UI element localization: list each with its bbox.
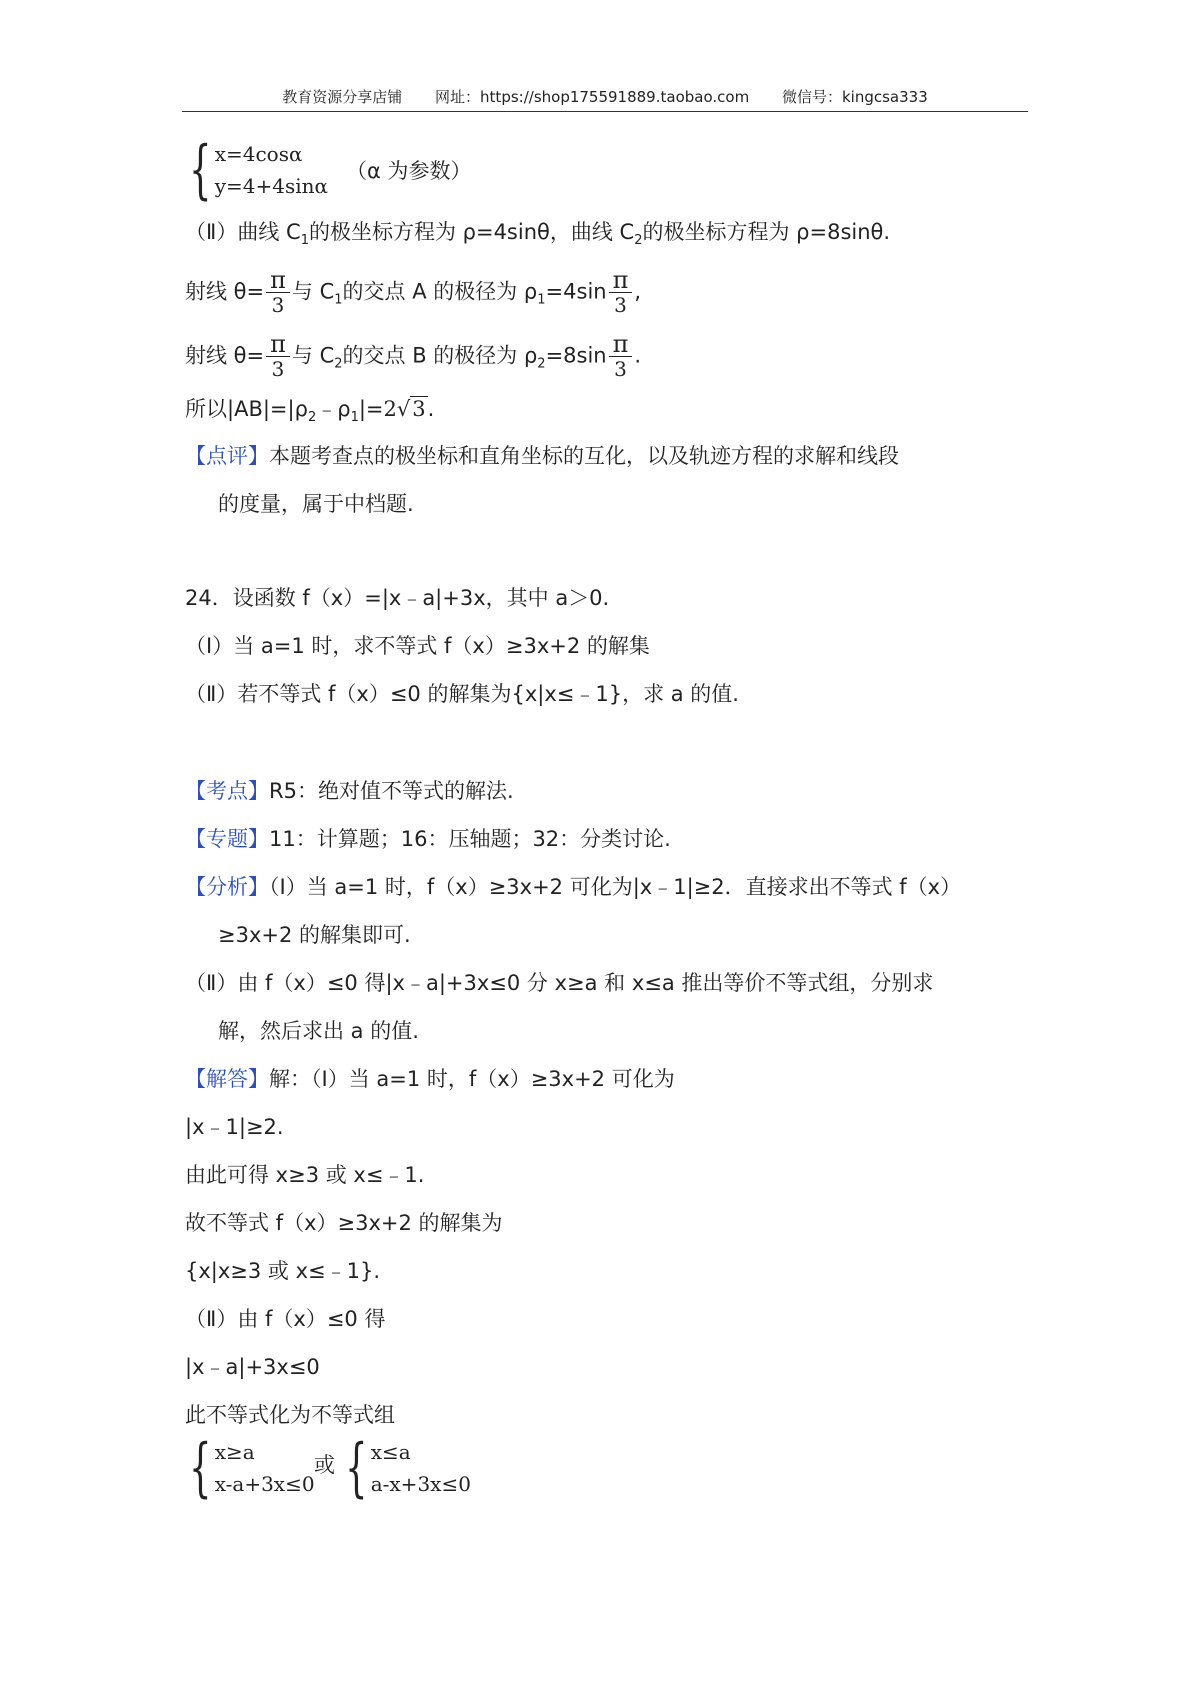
jieda-line-4: 故不等式 f（x）≥3x+2 的解集为 bbox=[185, 1211, 503, 1235]
fenxi-line-2: ≥3x+2 的解集即可. bbox=[218, 923, 411, 947]
text-ray-a-1: 射线 θ= bbox=[185, 279, 265, 304]
text-ray-b-5: . bbox=[634, 343, 642, 368]
ray-b-line bbox=[185, 332, 641, 381]
text-ray-b-4: =8sin bbox=[545, 343, 607, 368]
text-ray-a-4: =4sin bbox=[545, 279, 607, 304]
sys-b-row-1: x≤a bbox=[370, 1440, 411, 1464]
fenxi-line-3: （Ⅱ）由 f（x）≤0 得|x﹣a|+3x≤0 分 x≥a 和 x≤a 推出等价不等式组，分别求 bbox=[185, 971, 934, 995]
zhuanti-line bbox=[185, 824, 671, 854]
frac-num: π bbox=[266, 332, 290, 357]
frac-den: 3 bbox=[271, 293, 285, 317]
jieda-line-8: 此不等式化为不等式组 bbox=[185, 1403, 395, 1427]
fraction-pi-over-3 bbox=[609, 268, 633, 317]
zhuanti-label: 【专题】 bbox=[185, 827, 269, 851]
text-ray-a-3: 的交点 A 的极径为 ρ bbox=[342, 279, 538, 304]
jieda-label: 【解答】 bbox=[185, 1067, 269, 1091]
kaodian-label: 【考点】 bbox=[185, 779, 269, 803]
text-part2-a: （Ⅱ）曲线 C bbox=[185, 220, 301, 244]
q24-part2: （Ⅱ）若不等式 f（x）≤0 的解集为{x|x≤﹣1}，求 a 的值. bbox=[185, 682, 739, 706]
sqrt-coef: 2 bbox=[383, 397, 397, 421]
fraction-pi-over-3 bbox=[266, 268, 290, 317]
header-divider bbox=[182, 111, 1028, 112]
text-ray-b-1: 射线 θ= bbox=[185, 343, 265, 368]
sqrt-radicand: 3 bbox=[412, 397, 426, 421]
sys-a-row-1: x≥a bbox=[214, 1440, 255, 1464]
frac-den: 3 bbox=[271, 357, 285, 381]
jieda-line-2: |x﹣1|≥2. bbox=[185, 1115, 284, 1139]
param-system bbox=[180, 133, 472, 207]
kaodian-line bbox=[185, 776, 514, 806]
left-brace: { bbox=[189, 1431, 212, 1505]
sub-1: 1 bbox=[300, 233, 309, 249]
text-ab-end: . bbox=[427, 397, 435, 421]
sub-1: 1 bbox=[334, 292, 343, 308]
two-root-three: 2√3 bbox=[383, 397, 426, 421]
header-site: 网址：https://shop175591889.taobao.com bbox=[435, 88, 750, 106]
jieda-line-3: 由此可得 x≥3 或 x≤﹣1. bbox=[185, 1163, 425, 1187]
q24-stem: 24．设函数 f（x）=|x﹣a|+3x，其中 a＞0. bbox=[185, 586, 610, 610]
jieda-line-6: （Ⅱ）由 f（x）≤0 得 bbox=[185, 1307, 386, 1331]
text-ray-a-5: , bbox=[634, 279, 642, 304]
param-row-y: y=4+4sinα bbox=[214, 174, 329, 198]
inequality-system-b bbox=[336, 1431, 471, 1505]
sub-2: 2 bbox=[334, 356, 343, 372]
param-row-x: x=4cosα bbox=[214, 142, 303, 166]
ray-a-line bbox=[185, 268, 641, 317]
text-ray-b-2: 与 C bbox=[291, 343, 335, 368]
left-brace: { bbox=[189, 133, 212, 207]
sub-2: 2 bbox=[634, 233, 643, 249]
text-ab-3: |= bbox=[358, 397, 384, 421]
sys-b-row-2: a-x+3x≤0 bbox=[370, 1472, 471, 1496]
frac-num: π bbox=[609, 268, 633, 293]
comment-line-2: 的度量，属于中档题. bbox=[218, 492, 414, 516]
text-ab-2: ﹣ρ bbox=[316, 397, 351, 421]
sub-1: 1 bbox=[537, 292, 546, 308]
frac-den: 3 bbox=[614, 293, 627, 317]
fenxi-label: 【分析】 bbox=[185, 875, 269, 899]
zhuanti-text: 11：计算题；16：压轴题；32：分类讨论. bbox=[269, 827, 671, 851]
text-ab-1: 所以|AB|=|ρ bbox=[185, 397, 308, 421]
text-ray-b-3: 的交点 B 的极径为 ρ bbox=[342, 343, 538, 368]
jieda-text-1: 解：（Ⅰ）当 a=1 时，f（x）≥3x+2 可化为 bbox=[269, 1067, 675, 1091]
sub-2: 2 bbox=[307, 410, 317, 426]
page-header bbox=[182, 86, 1028, 107]
jieda-line-7: |x﹣a|+3x≤0 bbox=[185, 1355, 320, 1379]
frac-num: π bbox=[609, 332, 633, 357]
frac-num: π bbox=[266, 268, 290, 293]
left-brace: { bbox=[345, 1431, 368, 1505]
comment-label: 【点评】 bbox=[185, 444, 269, 468]
fenxi-line-4: 解，然后求出 a 的值. bbox=[218, 1019, 419, 1043]
fenxi-line-1 bbox=[185, 872, 961, 902]
q24-part1: （Ⅰ）当 a=1 时，求不等式 f（x）≥3x+2 的解集 bbox=[185, 634, 650, 658]
fraction-pi-over-3 bbox=[266, 332, 290, 381]
comment-text-1: 本题考查点的极坐标和直角坐标的互化，以及轨迹方程的求解和线段 bbox=[269, 444, 899, 468]
kaodian-text: R5：绝对值不等式的解法. bbox=[269, 779, 514, 803]
text-part2-c: 的极坐标方程为 ρ=8sinθ. bbox=[642, 220, 891, 244]
or-text: 或 bbox=[314, 1453, 335, 1477]
inequality-system-a bbox=[180, 1431, 315, 1505]
fraction-pi-over-3 bbox=[609, 332, 633, 381]
param-note: （α 为参数） bbox=[346, 159, 472, 183]
text-part2-b: 的极坐标方程为 ρ=4sinθ，曲线 C bbox=[308, 220, 635, 244]
jieda-line-5: {x|x≥3 或 x≤﹣1}. bbox=[185, 1259, 381, 1283]
header-wechat: 微信号：kingcsa333 bbox=[781, 88, 928, 106]
sub-1: 1 bbox=[350, 410, 359, 426]
sys-a-row-2: x-a+3x≤0 bbox=[214, 1472, 315, 1496]
jieda-line-1 bbox=[185, 1064, 675, 1094]
text-ray-a-2: 与 C bbox=[291, 279, 335, 304]
header-shop: 教育资源分享店铺 bbox=[282, 88, 403, 106]
comment-line-1 bbox=[185, 441, 899, 471]
fenxi-text-1: （Ⅰ）当 a=1 时，f（x）≥3x+2 可化为|x﹣1|≥2．直接求出不等式 f（x） bbox=[269, 875, 962, 899]
polar-equations-line bbox=[185, 217, 890, 256]
frac-den: 3 bbox=[614, 357, 627, 381]
ab-distance-line bbox=[185, 394, 434, 433]
sub-2: 2 bbox=[537, 356, 546, 372]
